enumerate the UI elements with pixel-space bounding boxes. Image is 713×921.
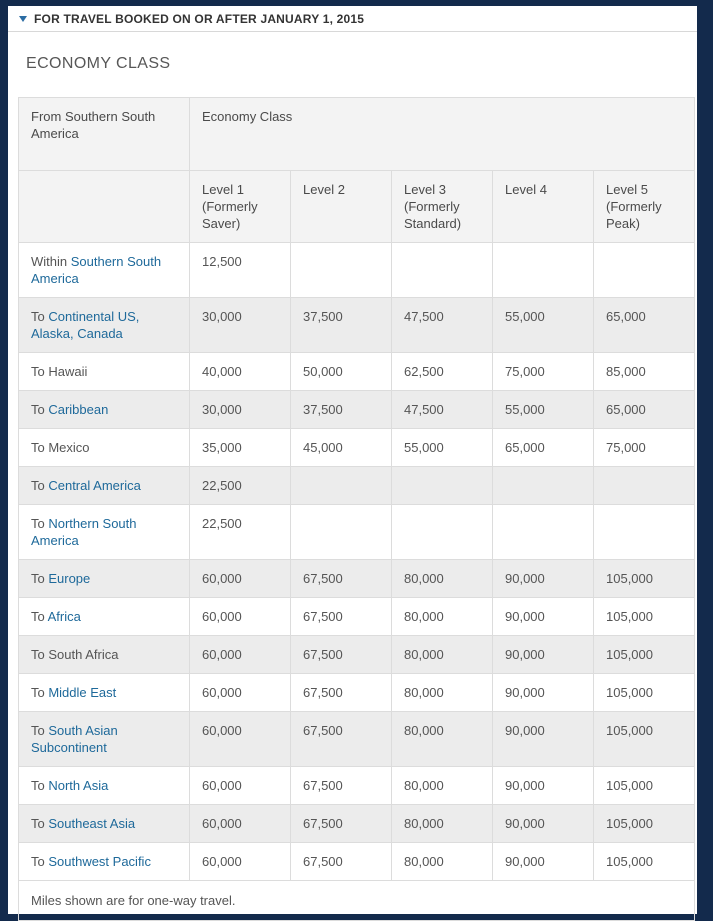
destination-link[interactable]: North Asia: [48, 778, 109, 793]
miles-value-cell: 75,000: [493, 353, 594, 391]
table-footer: [19, 881, 695, 921]
destination-link[interactable]: Southern South America: [31, 254, 162, 286]
destination-prefix: To: [31, 478, 49, 493]
miles-value-cell: 65,000: [493, 429, 594, 467]
miles-value-cell: 37,500: [291, 391, 392, 429]
miles-value-cell: 80,000: [392, 843, 493, 881]
miles-value-cell: 45,000: [291, 429, 392, 467]
miles-value-cell: 90,000: [493, 767, 594, 805]
miles-value-cell: [291, 467, 392, 505]
group-header-cell: Economy Class: [190, 98, 695, 171]
miles-value-cell: 55,000: [493, 391, 594, 429]
collapse-bar[interactable]: [8, 6, 697, 32]
miles-value-cell: 67,500: [291, 805, 392, 843]
destination-link[interactable]: Continental US, Alaska, Canada: [31, 309, 140, 341]
miles-value-cell: [291, 243, 392, 298]
destination-label: Mexico: [48, 440, 90, 455]
miles-value-cell: 60,000: [190, 767, 291, 805]
destination-cell: [19, 843, 190, 881]
table-row: [19, 353, 695, 391]
miles-value-cell: 90,000: [493, 712, 594, 767]
group-header-row: [19, 98, 695, 171]
destination-prefix: To: [31, 816, 49, 831]
destination-cell: [19, 298, 190, 353]
miles-value-cell: 65,000: [594, 391, 695, 429]
corner-header-cell: From Southern South America: [19, 98, 190, 171]
table-row: [19, 391, 695, 429]
table-header: [19, 98, 695, 243]
destination-cell: [19, 712, 190, 767]
destination-link[interactable]: Central America: [48, 478, 141, 493]
table-row: [19, 712, 695, 767]
destination-prefix: To: [31, 402, 49, 417]
miles-value-cell: 80,000: [392, 560, 493, 598]
destination-cell: [19, 560, 190, 598]
destination-prefix: To: [31, 854, 49, 869]
miles-value-cell: [493, 243, 594, 298]
destination-link[interactable]: South Asian Subcontinent: [31, 723, 118, 755]
destination-link[interactable]: Middle East: [48, 685, 117, 700]
miles-value-cell: 105,000: [594, 560, 695, 598]
miles-value-cell: 67,500: [291, 598, 392, 636]
miles-value-cell: 60,000: [190, 712, 291, 767]
destination-link[interactable]: Southwest Pacific: [48, 854, 151, 869]
miles-value-cell: 75,000: [594, 429, 695, 467]
miles-value-cell: 37,500: [291, 298, 392, 353]
collapse-bar-label: FOR TRAVEL BOOKED ON OR AFTER JANUARY 1, 2015: [34, 11, 365, 26]
miles-value-cell: 90,000: [493, 805, 594, 843]
miles-value-cell: 90,000: [493, 598, 594, 636]
destination-prefix: To: [31, 609, 48, 624]
miles-value-cell: [594, 467, 695, 505]
destination-prefix: To: [31, 778, 49, 793]
empty-header-cell: [19, 171, 190, 243]
destination-prefix: To: [31, 516, 49, 531]
award-chart-table: [18, 97, 695, 921]
miles-value-cell: 12,500: [190, 243, 291, 298]
destination-prefix: To: [31, 571, 49, 586]
destination-cell: [19, 674, 190, 712]
destination-link[interactable]: Caribbean: [48, 402, 109, 417]
miles-value-cell: 105,000: [594, 843, 695, 881]
miles-value-cell: 80,000: [392, 712, 493, 767]
table-row: [19, 767, 695, 805]
destination-cell: [19, 467, 190, 505]
table-row: [19, 843, 695, 881]
destination-cell: [19, 429, 190, 467]
miles-value-cell: [392, 505, 493, 560]
miles-value-cell: [493, 505, 594, 560]
miles-value-cell: 40,000: [190, 353, 291, 391]
miles-value-cell: 80,000: [392, 767, 493, 805]
destination-cell: [19, 353, 190, 391]
miles-value-cell: 47,500: [392, 391, 493, 429]
destination-prefix: To: [31, 647, 49, 662]
miles-value-cell: 67,500: [291, 674, 392, 712]
miles-value-cell: 60,000: [190, 674, 291, 712]
content-area: [8, 6, 697, 914]
miles-value-cell: 60,000: [190, 843, 291, 881]
miles-value-cell: 60,000: [190, 636, 291, 674]
table-row: [19, 805, 695, 843]
destination-cell: [19, 243, 190, 298]
miles-value-cell: 50,000: [291, 353, 392, 391]
table-row: [19, 429, 695, 467]
miles-value-cell: 30,000: [190, 298, 291, 353]
miles-value-cell: 105,000: [594, 636, 695, 674]
miles-value-cell: 90,000: [493, 636, 594, 674]
destination-cell: [19, 598, 190, 636]
destination-label: South Africa: [48, 647, 119, 662]
miles-value-cell: [392, 467, 493, 505]
table-row: [19, 298, 695, 353]
table-row: [19, 674, 695, 712]
destination-prefix: To: [31, 723, 49, 738]
destination-cell: [19, 391, 190, 429]
miles-value-cell: 67,500: [291, 712, 392, 767]
miles-value-cell: 67,500: [291, 560, 392, 598]
miles-value-cell: 22,500: [190, 467, 291, 505]
table-row: [19, 243, 695, 298]
destination-cell: [19, 505, 190, 560]
miles-value-cell: 67,500: [291, 767, 392, 805]
miles-value-cell: [594, 505, 695, 560]
miles-value-cell: 85,000: [594, 353, 695, 391]
miles-value-cell: [291, 505, 392, 560]
section-title: ECONOMY CLASS: [26, 55, 171, 72]
level-5-header-cell: Level 5 (Formerly Peak): [594, 171, 695, 243]
miles-value-cell: 105,000: [594, 598, 695, 636]
miles-value-cell: 55,000: [493, 298, 594, 353]
miles-value-cell: 105,000: [594, 712, 695, 767]
miles-value-cell: 60,000: [190, 560, 291, 598]
footnote-cell: Miles shown are for one-way travel.: [19, 881, 695, 921]
miles-value-cell: 67,500: [291, 843, 392, 881]
level-header-row: [19, 171, 695, 243]
destination-cell: [19, 767, 190, 805]
fare-table-body: [19, 243, 695, 881]
miles-value-cell: [594, 243, 695, 298]
destination-prefix: To: [31, 364, 49, 379]
destination-cell: [19, 636, 190, 674]
destination-link[interactable]: Southeast Asia: [48, 816, 136, 831]
miles-value-cell: 62,500: [392, 353, 493, 391]
chevron-down-icon: [19, 16, 27, 22]
destination-cell: [19, 805, 190, 843]
table-row: [19, 467, 695, 505]
miles-value-cell: 105,000: [594, 805, 695, 843]
footnote-row: [19, 881, 695, 921]
destination-prefix: Within: [31, 254, 71, 269]
miles-value-cell: 67,500: [291, 636, 392, 674]
miles-value-cell: 30,000: [190, 391, 291, 429]
level-1-header-cell: Level 1 (Formerly Saver): [190, 171, 291, 243]
destination-label: Hawaii: [48, 364, 88, 379]
level-2-header-cell: Level 2: [291, 171, 392, 243]
miles-value-cell: 60,000: [190, 598, 291, 636]
miles-value-cell: 60,000: [190, 805, 291, 843]
miles-value-cell: [392, 243, 493, 298]
miles-value-cell: 90,000: [493, 560, 594, 598]
miles-value-cell: 90,000: [493, 674, 594, 712]
destination-prefix: To: [31, 309, 49, 324]
table-row: [19, 505, 695, 560]
miles-value-cell: 80,000: [392, 674, 493, 712]
miles-value-cell: 90,000: [493, 843, 594, 881]
miles-value-cell: 47,500: [392, 298, 493, 353]
table-row: [19, 560, 695, 598]
miles-value-cell: 65,000: [594, 298, 695, 353]
table-row: [19, 636, 695, 674]
miles-value-cell: [493, 467, 594, 505]
miles-value-cell: 105,000: [594, 767, 695, 805]
miles-value-cell: 55,000: [392, 429, 493, 467]
miles-value-cell: 80,000: [392, 636, 493, 674]
destination-link[interactable]: Europe: [48, 571, 91, 586]
miles-value-cell: 22,500: [190, 505, 291, 560]
destination-prefix: To: [31, 440, 49, 455]
destination-link[interactable]: Northern South America: [31, 516, 137, 548]
level-3-header-cell: Level 3 (Formerly Standard): [392, 171, 493, 243]
level-4-header-cell: Level 4: [493, 171, 594, 243]
destination-link[interactable]: Africa: [47, 609, 81, 624]
destination-prefix: To: [31, 685, 49, 700]
miles-value-cell: 35,000: [190, 429, 291, 467]
miles-value-cell: 105,000: [594, 674, 695, 712]
miles-value-cell: 80,000: [392, 805, 493, 843]
miles-value-cell: 80,000: [392, 598, 493, 636]
table-row: [19, 598, 695, 636]
